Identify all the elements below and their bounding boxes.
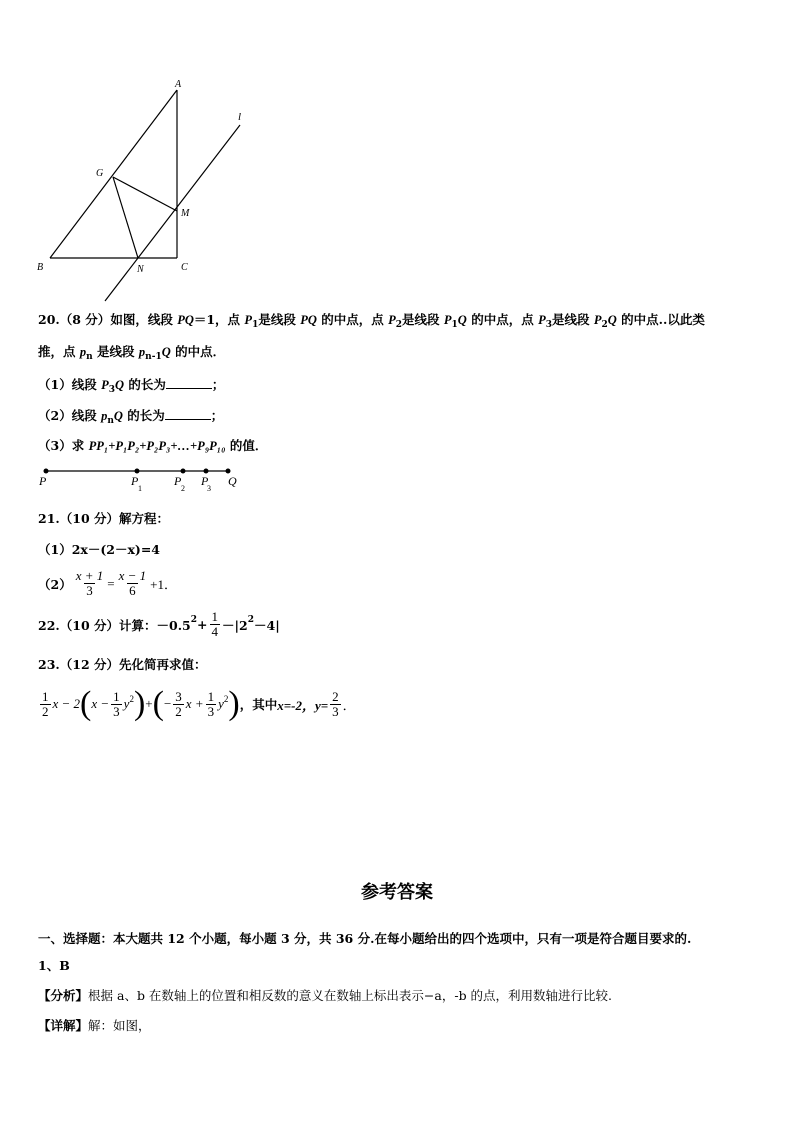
q21-eq2: （2） $\frac{x + 1}{3}$ = $\frac{x - 1}{6}$ +1． (38, 568, 177, 598)
label-n: N (137, 264, 144, 275)
label-g: G (96, 168, 104, 179)
q20-score: （8 分） (59, 312, 111, 327)
segment-figure (36, 463, 256, 497)
fraction: $\frac{1}{2}$ (42, 688, 49, 719)
label-b: B (37, 262, 44, 273)
answer-analysis: 【分析】根据 a、b 在数轴上的位置和相反数的意义在数轴上标出表示−a，-b 的点，利用数轴进行比较. (38, 988, 613, 1003)
svg-text:2: 2 (181, 484, 185, 493)
q22: 22.（10 分）计算： －0.5 2 + $\frac{1}{4}$ －|2 2 －4| (38, 609, 280, 639)
answers-title: 参考答案 (361, 882, 433, 903)
fraction: $\frac{3}{2}$ (175, 688, 182, 719)
label-p1: P (131, 474, 139, 488)
label-l: l (238, 111, 242, 123)
point-p2 (181, 469, 186, 474)
fraction: $\frac{2}{3}$ (332, 688, 339, 719)
fraction: $\frac{x + 1}{3}$ (75, 568, 104, 598)
q20-line2: 推，点 $p_n$ 是线段 $p_{n-1}Q$ 的中点． (38, 344, 226, 362)
point-p (44, 469, 49, 474)
svg-text:3: 3 (207, 484, 211, 493)
segment-gm (113, 177, 177, 211)
label-a: A (175, 79, 182, 90)
label-m: M (181, 208, 190, 219)
answer-item-1: 1、B (38, 958, 70, 973)
triangle-figure (30, 75, 270, 305)
answer-blank (165, 407, 211, 420)
q23-expression: $\frac{1}{2}$ x − 2 ( x − $\frac{1}{3}$ y 2 ) + ( − $\frac{3}{2}$ x + $\frac{1}{3}$ y 2 ) ，其中 x=-2，y= $\frac{2}{3}$ ． (42, 685, 356, 722)
q21-eq1: （1）2x－(2－x)=4 (38, 542, 161, 557)
answer-detail: 【详解】解：如图， (38, 1018, 151, 1033)
q20-sub1: （1）线段 $P_3Q$ 的长为 ； (38, 377, 225, 395)
label-q: Q (228, 474, 237, 488)
point-p1 (135, 469, 140, 474)
fraction: $\frac{1}{4}$ (211, 609, 218, 639)
q23-header: 23.（12 分）先化简再求值： (38, 657, 207, 672)
q20-number: 20. (38, 312, 60, 327)
q20-sub2: （2）线段 $p_nQ$ 的长为 ； (38, 408, 224, 426)
point-q (226, 469, 231, 474)
answer-blank (166, 376, 212, 389)
label-p2: P (174, 474, 182, 488)
segment-gn (113, 177, 138, 258)
svg-text:1: 1 (138, 484, 142, 493)
fraction: $\frac{1}{3}$ (207, 688, 215, 719)
point-p3 (204, 469, 209, 474)
answers-section1: 一、选择题：本大题共 12 个小题，每小题 3 分，共 36 分.在每小题给出的四个选项中，只有一项是符合题目要求的. (38, 931, 692, 946)
q20-line1: 20.（8 分）如图，线段 PQ＝1，点 $P_1$是线段 PQ 的中点，点 $P_2$是线段 $P_1Q$ 的中点，点 $P_3$是线段 $P_2Q$ 的中点..以此类 (38, 312, 705, 330)
label-p: P (39, 474, 47, 488)
q21-header: 21.（10 分）解方程： (38, 511, 169, 526)
fraction: $\frac{1}{3}$ (113, 688, 120, 719)
fraction: $\frac{x - 1}{6}$ (118, 568, 147, 598)
line-l (105, 125, 240, 301)
q20-sub3: （3）求 PP₁+P₁P₂+P₂P₃+…+P₉P₁₀ 的值． (38, 438, 268, 453)
label-p3: P (201, 474, 209, 488)
label-c: C (181, 262, 188, 273)
